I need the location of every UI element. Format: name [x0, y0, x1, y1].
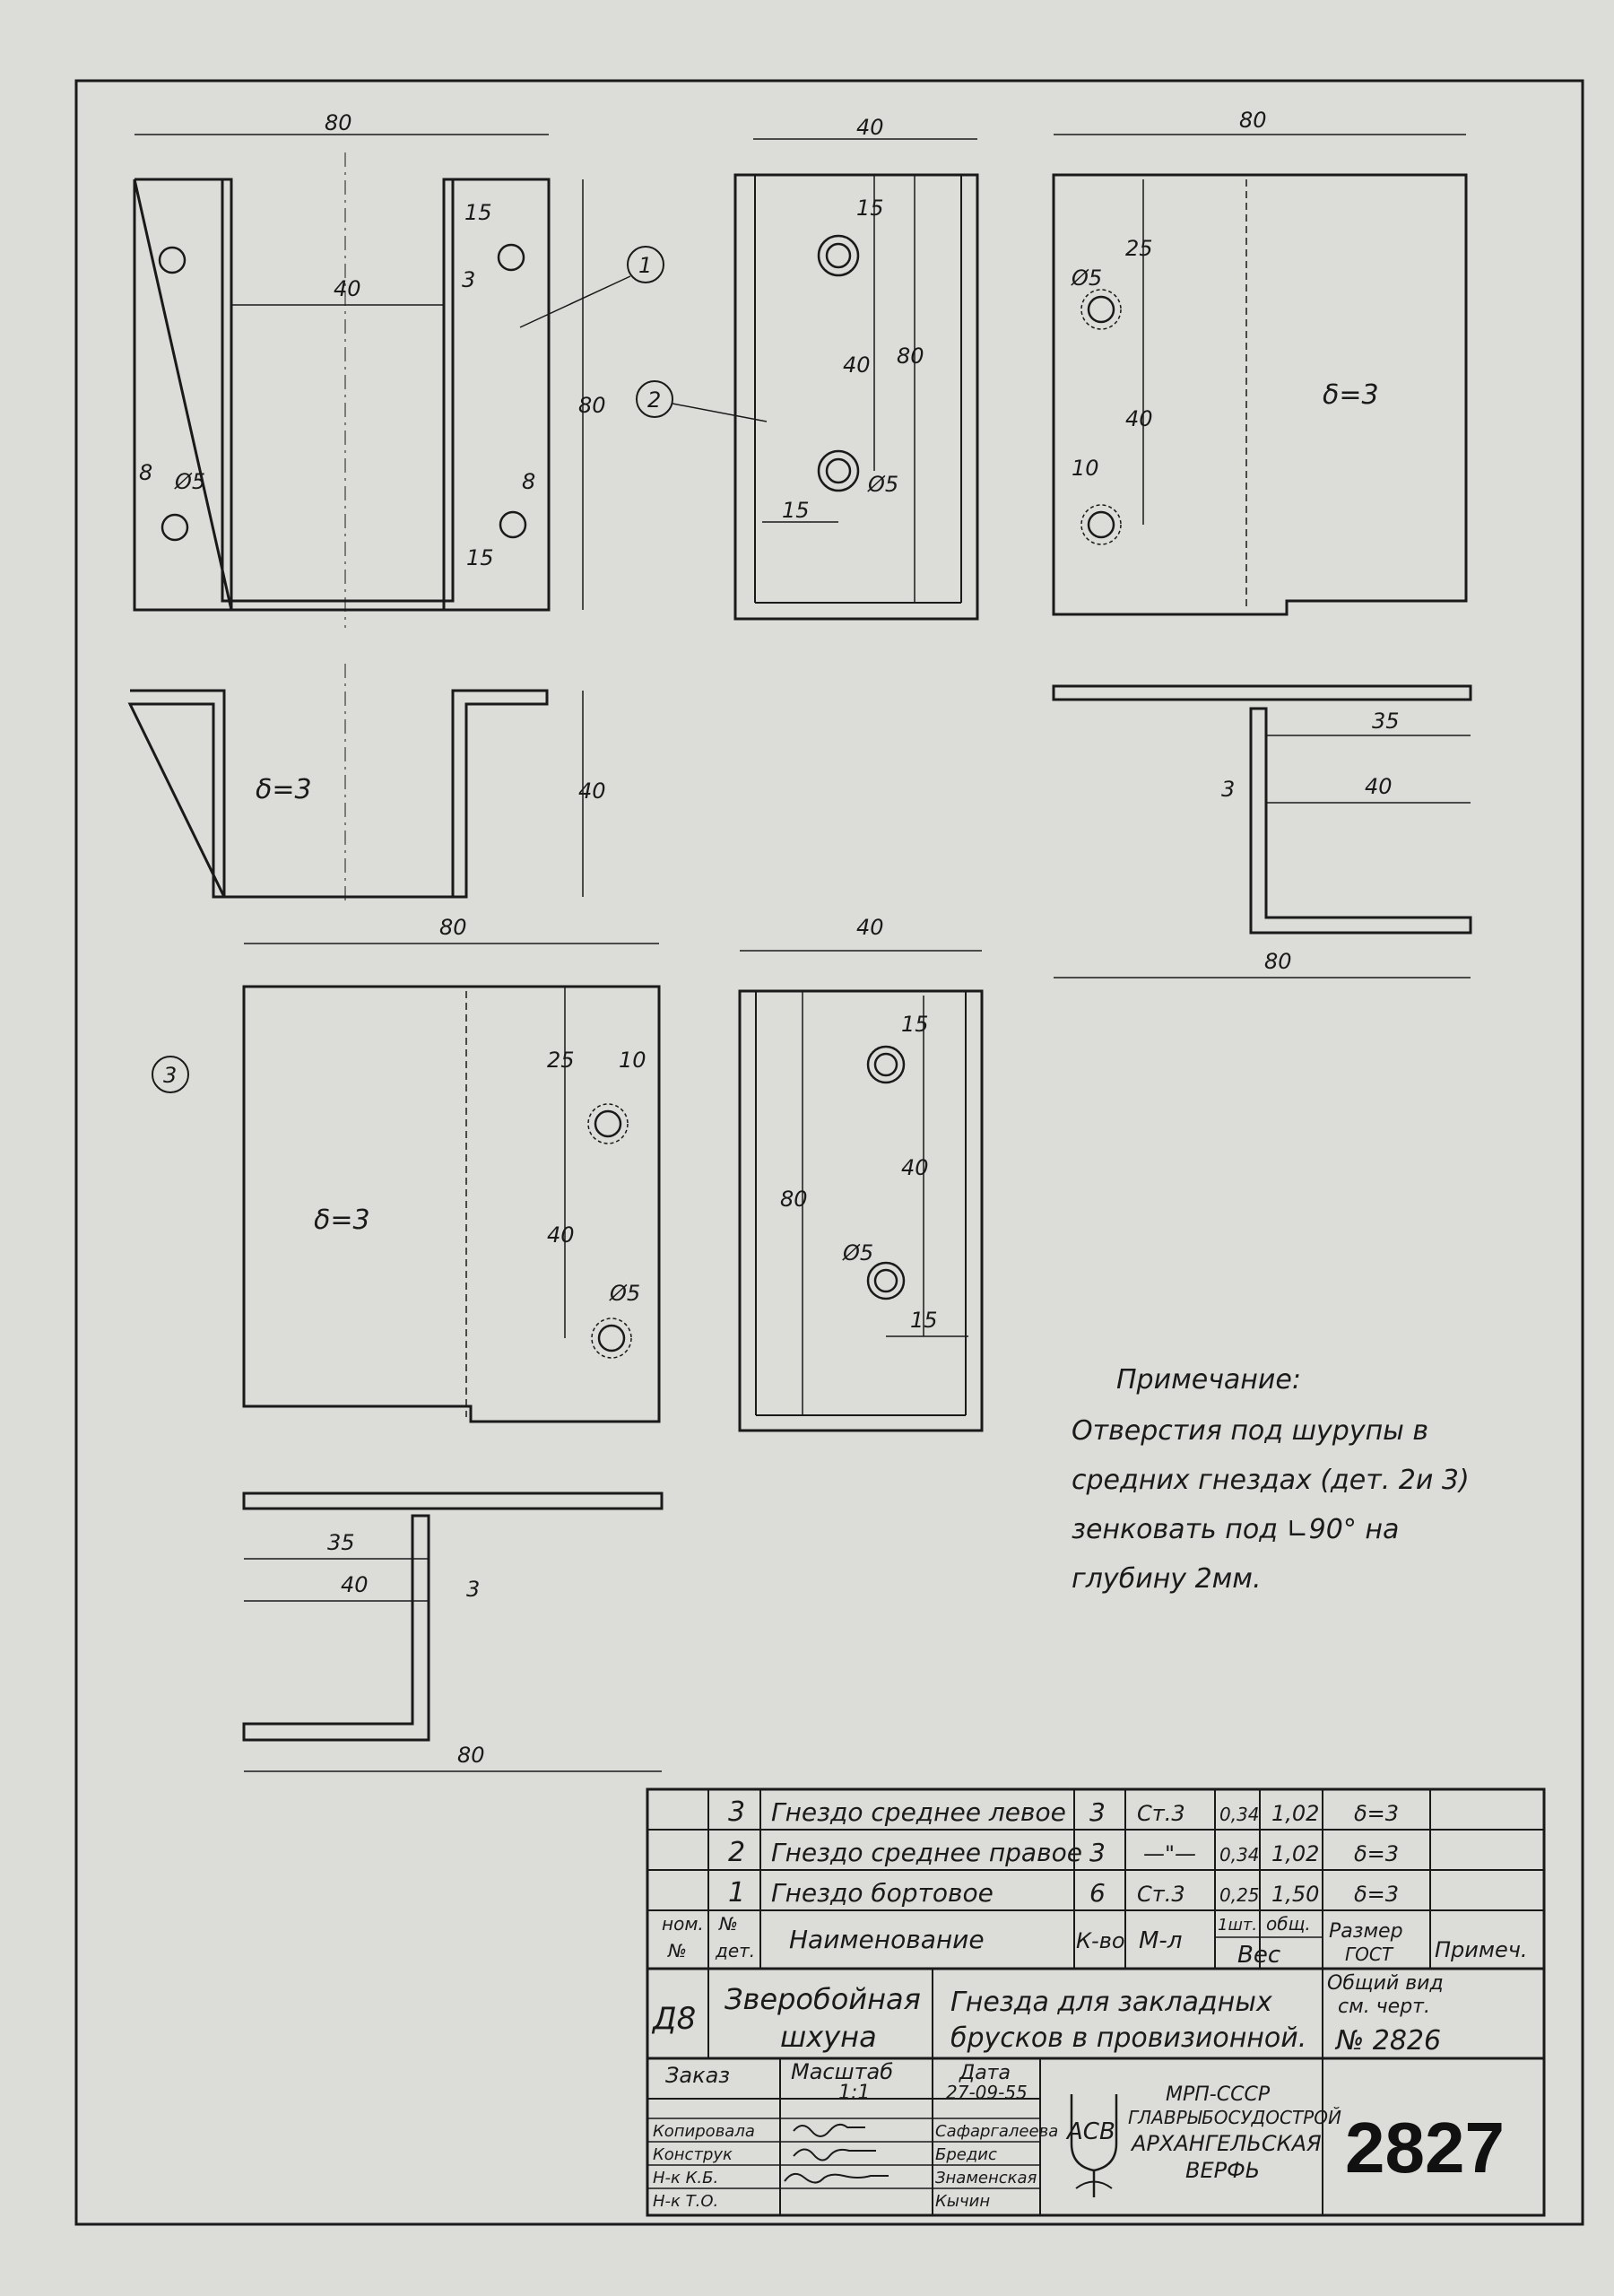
spec-row-weight-unit: 0,34 — [1219, 1844, 1260, 1866]
note-line-3: зенковать под ∟90° на — [1072, 1514, 1400, 1545]
d1-callout-number: 1 — [638, 253, 653, 278]
tb-role: Н-к К.Б. — [653, 2169, 719, 2187]
d2-side-dim-10: 10 — [1072, 456, 1099, 481]
d3-side-dim-80: 80 — [780, 1187, 808, 1212]
tb-name: Бредис — [935, 2145, 997, 2164]
spec-row-name: Гнездо среднее левое — [771, 1797, 1066, 1827]
drawing-number: 2827 — [1345, 2108, 1505, 2187]
d2-dim-15: 15 — [856, 196, 884, 221]
spec-row-material: Ст.3 — [1137, 1882, 1185, 1907]
d2-dim-15b: 15 — [782, 498, 810, 523]
hdr-material: М-л — [1139, 1927, 1183, 1954]
spec-row-weight-total: 1,02 — [1271, 1841, 1320, 1866]
hdr-nom-2: № — [668, 1940, 687, 1961]
hdr-size: Размер — [1329, 1920, 1403, 1943]
d3-dim-80: 80 — [439, 915, 467, 940]
d2-side-dim-d5: Ø5 — [1072, 265, 1103, 291]
logo-letters: АСВ — [1067, 2118, 1115, 2145]
spec-row-name: Гнездо бортовое — [771, 1878, 994, 1908]
note-line-4: глубину 2мм. — [1072, 1563, 1262, 1595]
tb-role: Копировала — [653, 2122, 755, 2141]
d2-dim-40: 40 — [856, 115, 884, 140]
d3-plan-dim-3: 3 — [466, 1577, 481, 1602]
hdr-det: № — [719, 1913, 738, 1935]
spec-row-weight-unit: 0,34 — [1219, 1804, 1260, 1825]
hdr-weight-unit: 1шт. — [1218, 1916, 1258, 1935]
spec-row-size: δ=3 — [1354, 1801, 1400, 1826]
d1-dim-8b: 8 — [522, 469, 536, 494]
d1-dim-d5: Ø5 — [175, 469, 206, 494]
d2-plan-dim-40: 40 — [1365, 774, 1393, 799]
shipyard-logo — [1072, 2094, 1116, 2197]
d3-plan-dim-35: 35 — [327, 1530, 355, 1555]
d1-dim-8a: 8 — [139, 460, 153, 485]
d2-plan-dim-35: 35 — [1372, 709, 1400, 734]
tb-org-line-2: ГЛАВРЫБОСУДОСТРОЙ — [1128, 2107, 1341, 2128]
d1-dim-h40: 40 — [578, 778, 606, 804]
d3-callout-number: 3 — [163, 1063, 178, 1088]
d1-dim-40: 40 — [334, 276, 361, 301]
d1-dim-3: 3 — [462, 267, 476, 292]
d2-thickness: δ=3 — [1323, 379, 1379, 411]
tb-drawing-line-2: брусков в провизионной. — [950, 2022, 1307, 2054]
hdr-weight: Вес — [1237, 1942, 1281, 1969]
tb-org-line-1: МРП-СССР — [1166, 2083, 1271, 2106]
d3-dim-d5: Ø5 — [610, 1281, 641, 1306]
detail-3-plan-view — [244, 1493, 662, 1771]
tb-role: Н-к Т.О. — [653, 2192, 719, 2211]
d1-dim-15b: 15 — [466, 545, 494, 570]
spec-row — [728, 1796, 1399, 1828]
d2-side-dim-80: 80 — [1239, 108, 1267, 133]
tb-vessel-line-1: Зверобойная — [725, 1982, 921, 2016]
d2-side-dim-40: 40 — [1125, 406, 1153, 431]
tb-order-label: Заказ — [665, 2063, 731, 2088]
tb-scale: 1:1 — [838, 2082, 871, 2104]
spec-row-qty: 3 — [1089, 1797, 1106, 1827]
tb-code: Д8 — [653, 2001, 697, 2037]
spec-row — [728, 1837, 1399, 1868]
tb-org-line-3: АРХАНГЕЛЬСКАЯ — [1132, 2131, 1322, 2156]
spec-row-size: δ=3 — [1354, 1841, 1400, 1866]
d2-plan-dim-80: 80 — [1264, 949, 1292, 974]
tb-org-line-4: ВЕРФЬ — [1185, 2158, 1261, 2183]
d3-dim-40: 40 — [547, 1222, 575, 1248]
d3-plan-dim-40: 40 — [341, 1572, 369, 1597]
tb-name: Знаменская — [935, 2169, 1037, 2187]
d3-side-dim-15: 15 — [901, 1012, 929, 1037]
d3-side-dim-40b: 40 — [901, 1155, 929, 1180]
spec-row-material: —"— — [1143, 1841, 1197, 1866]
d3-thickness: δ=3 — [314, 1205, 370, 1236]
tb-ref-line-2: см. черт. — [1338, 1996, 1430, 2018]
spec-row-weight-total: 1,50 — [1271, 1882, 1320, 1907]
d3-side-dim-d5: Ø5 — [843, 1240, 874, 1265]
note-line-2: средних гнездах (дет. 2и 3) — [1072, 1465, 1470, 1496]
d3-side-dim-40: 40 — [856, 915, 884, 940]
tb-scale-label: Масштаб — [791, 2059, 894, 2084]
d2-dim-d5: Ø5 — [868, 472, 899, 497]
d3-dim-25: 25 — [547, 1048, 575, 1073]
d2-dim-80: 80 — [897, 344, 924, 369]
signatures — [785, 2125, 889, 2183]
spec-row-qty: 3 — [1089, 1838, 1106, 1867]
spec-row-name: Гнездо среднее правое — [771, 1838, 1082, 1867]
detail-1-plan-view — [130, 664, 547, 906]
note-line-1: Отверстия под шурупы в — [1072, 1415, 1429, 1447]
tb-ref-line-3: № 2826 — [1336, 2025, 1442, 2057]
d2-dim-d40: 40 — [843, 352, 871, 378]
d3-dim-10: 10 — [619, 1048, 646, 1073]
spec-row-material: Ст.3 — [1137, 1801, 1185, 1826]
tb-vessel-line-2: шхуна — [780, 2020, 877, 2054]
hdr-name: Наименование — [789, 1925, 985, 1954]
detail-2-side-view — [1054, 135, 1466, 614]
tb-ref-line-1: Общий вид — [1327, 1972, 1444, 1995]
detail-1-front-view — [134, 135, 583, 897]
d1-dim-80: 80 — [325, 110, 352, 135]
hdr-gost: ГОСТ — [1345, 1944, 1393, 1965]
tb-name: Кычин — [935, 2192, 991, 2211]
tb-name: Сафаргалеева — [935, 2122, 1059, 2141]
detail-3-side-view — [740, 951, 982, 1431]
spec-row-weight-total: 1,02 — [1271, 1801, 1320, 1826]
note-title: Примечание: — [1116, 1364, 1301, 1396]
hdr-qty: К-во — [1076, 1928, 1125, 1953]
hdr-remark: Примеч. — [1435, 1937, 1528, 1962]
spec-row-no: 3 — [728, 1796, 746, 1828]
hdr-weight-total: общ. — [1266, 1913, 1311, 1935]
spec-row-no: 2 — [728, 1837, 746, 1868]
hdr-det-2: дет. — [716, 1940, 756, 1961]
detail-2-plan-view — [1054, 686, 1471, 978]
d1-dim-h80: 80 — [578, 393, 606, 418]
d3-side-dim-15b: 15 — [910, 1308, 938, 1333]
detail-3-front-view — [244, 944, 659, 1422]
spec-row-no: 1 — [728, 1877, 746, 1909]
d1-thickness: δ=3 — [256, 774, 312, 805]
d2-plan-dim-3: 3 — [1221, 777, 1236, 802]
tb-date-label: Дата — [959, 2062, 1011, 2084]
d2-side-dim-25: 25 — [1125, 236, 1153, 261]
tb-role: Конструк — [653, 2145, 733, 2164]
tb-date: 27-09-55 — [946, 2082, 1028, 2103]
tb-drawing-line-1: Гнезда для закладных — [950, 1987, 1272, 2018]
spec-row-qty: 6 — [1089, 1878, 1106, 1908]
d3-plan-dim-80: 80 — [457, 1743, 485, 1768]
hdr-nom: ном. — [662, 1913, 704, 1935]
d2-callout-number: 2 — [647, 387, 662, 413]
spec-row-size: δ=3 — [1354, 1882, 1400, 1907]
spec-row — [728, 1877, 1399, 1909]
spec-row-weight-unit: 0,25 — [1219, 1884, 1260, 1906]
d1-dim-15a: 15 — [464, 200, 492, 225]
